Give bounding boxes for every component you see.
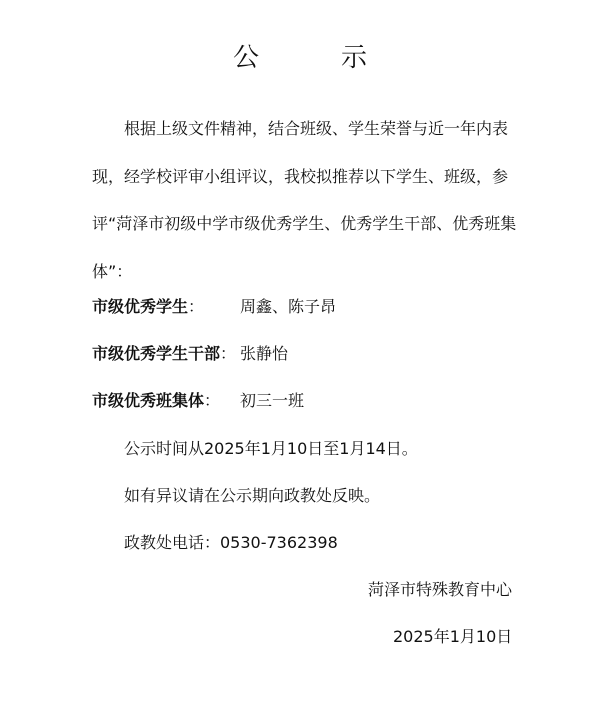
award-label: 市级优秀学生 bbox=[92, 297, 189, 316]
objection-note: 如有异议请在公示期向政教处反映。 bbox=[124, 486, 381, 505]
notice-period: 公示时间从2025年1月10日至1月14日。 bbox=[124, 439, 418, 458]
award-row-excellent-class bbox=[92, 389, 304, 413]
award-colon: ： bbox=[204, 391, 221, 410]
contact-phone: 政教处电话：0530-7362398 bbox=[124, 533, 338, 552]
intro-paragraph: 根据上级文件精神，结合班级、学生荣誉与近一年内表现，经学校评审小组评议，我校拟推荐以下学生、班级，参评“菏泽市初级中学市级优秀学生、优秀学生干部、优秀班集体”： bbox=[92, 119, 517, 281]
award-value: 初三一班 bbox=[240, 391, 305, 410]
award-row-excellent-student bbox=[92, 295, 336, 319]
award-label: 市级优秀班集体 bbox=[92, 391, 205, 410]
award-label: 市级优秀学生干部 bbox=[92, 344, 221, 363]
award-colon: ： bbox=[220, 344, 237, 363]
award-colon: ： bbox=[188, 297, 205, 316]
issuing-organization: 菏泽市特殊教育中心 bbox=[368, 580, 513, 599]
issue-date: 2025年1月10日 bbox=[393, 627, 513, 646]
document-title: 公 示 bbox=[232, 43, 395, 73]
award-value: 周鑫、陈子昂 bbox=[240, 297, 337, 316]
award-row-student-cadre bbox=[92, 342, 288, 366]
award-value: 张静怡 bbox=[240, 344, 289, 363]
